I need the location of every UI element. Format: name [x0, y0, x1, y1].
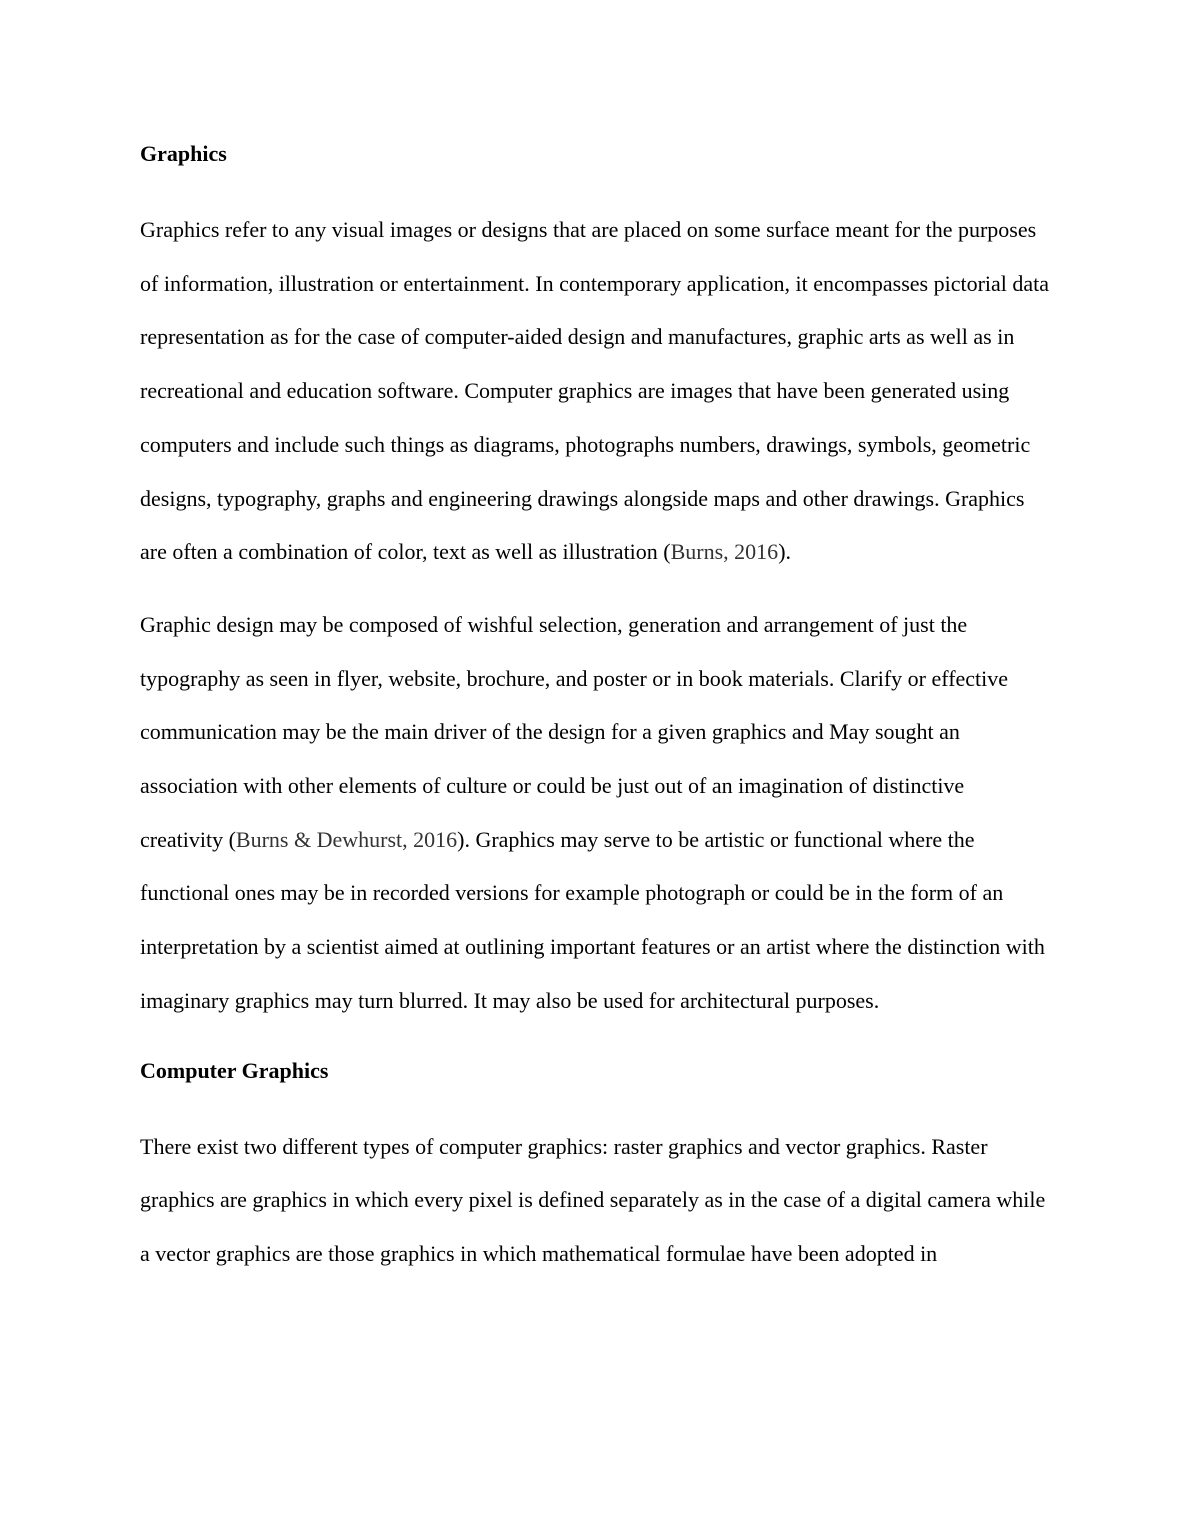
section-heading-computer-graphics: Computer Graphics	[140, 1057, 329, 1083]
paragraph-text: Graphics refer to any visual images or designs that are placed on some surface meant for the purposes of information, illustration or entertainment. In contemporary application, it encompasses pictorial data representation as for the case of computer-aided design and manufactures, graphic arts as well as in recreational and education software. Computer graphics are images that have been generated using computers and include such things as diagrams, photographs numbers, drawings, symbols, geometric designs, typography, graphs and engineering drawings alongside maps and other drawings. Graphics are often a combination of color, text as well as illustration (	[140, 217, 1050, 565]
document-body	[140, 130, 1052, 1300]
paragraph-text: ). Graphics may serve to be artistic or functional where the functional ones may be in recorded versions for example photograph or could be in the form of an interpretation by a scientist aimed at outlining important features or an artist where the distinction with imaginary graphics may turn blurred. It may also be used for architectural purposes.	[140, 826, 1045, 1013]
paragraph-text: Graphic design may be composed of wishful selection, generation and arrangement of just the typography as seen in flyer, website, brochure, and poster or in book materials. Clarify or effective communication may be the main driver of the design for a given graphics and May sought an association with other elements of culture or could be just out of an imagination of distinctive creativity (	[140, 611, 1009, 852]
section-heading-graphics: Graphics	[140, 141, 227, 166]
paragraph-graphic-design	[140, 598, 1052, 1028]
paragraph-text: ).	[778, 539, 792, 565]
citation: Burns & Dewhurst, 2016	[235, 826, 458, 852]
paragraph-computer-graphics-types: There exist two different types of computer graphics: raster graphics and vector graphics. Raster graphics are graphics in which every pixel is defined separately as in the case of a digital camera while a vector graphics are those graphics in which mathematical formulae have been adopted in	[140, 1133, 1046, 1266]
paragraph-graphics-definition	[140, 203, 1052, 579]
citation: Burns, 2016	[670, 539, 779, 565]
